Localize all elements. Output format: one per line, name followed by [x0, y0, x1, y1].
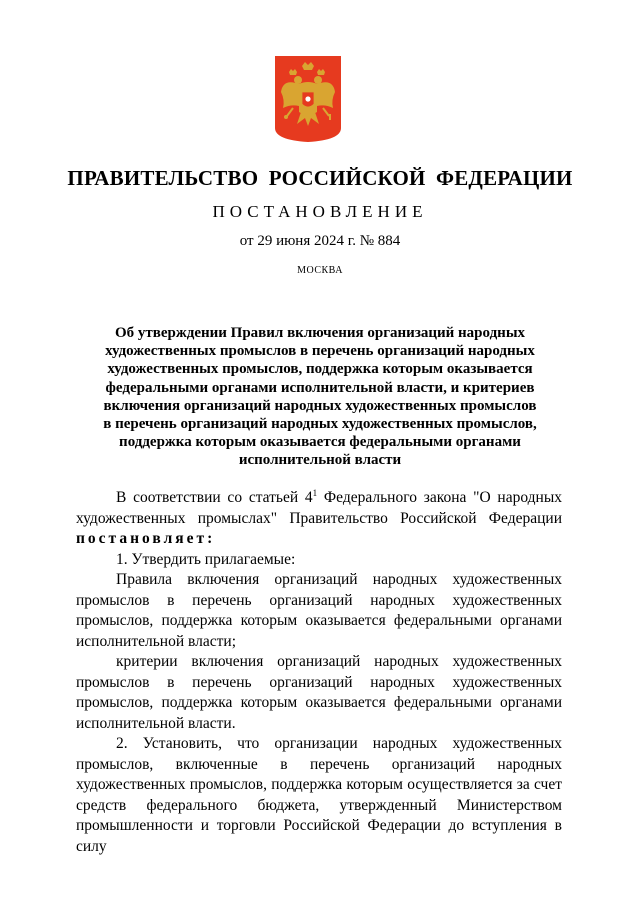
title-line: художественных промыслов, поддержка которым оказывается [107, 361, 533, 378]
title-line: художественных промыслов в перечень организаций народных [105, 343, 535, 360]
title-line: поддержка которым оказывается федеральными органами [119, 434, 521, 451]
preamble-text: В соответствии со статьей 4 [116, 489, 313, 506]
coat-of-arms-icon [275, 56, 341, 142]
document-title [90, 324, 550, 470]
title-line: исполнительной власти [238, 452, 402, 469]
title-line: в перечень организаций народных художественных промыслов, [103, 416, 537, 433]
document-body [76, 488, 562, 857]
body-paragraph: 1. Утвердить прилагаемые: [116, 550, 296, 568]
article-superscript: 1 [312, 487, 318, 498]
body-paragraph: Правила включения организаций народных художественных промыслов в перечень организаций народных художественных промыслов, поддержка которым оказывается федеральными органами исполнительной власти; [76, 571, 562, 650]
organization-name: ПРАВИТЕЛЬСТВО РОССИЙСКОЙ ФЕДЕРАЦИИ [67, 166, 573, 190]
document-type: ПОСТАНОВЛЕНИЕ [212, 202, 428, 221]
decree-keyword: постановляет: [76, 530, 216, 547]
title-line: включения организаций народных художественных промыслов [103, 397, 537, 414]
title-line: федеральными органами исполнительной власти, и критериев [105, 379, 535, 396]
body-paragraph: 2. Установить, что организации народных художественных промыслов, включенные в перечень организаций народных художественных промыслов, поддержка которым осуществляется за счет средств федерального бюджета, утвержденный Министерством промышленности и торговли Российской Федерации до вступления в силу [76, 735, 562, 855]
preamble-text-continued: Федерального закона "О народных художественных промыслах" Правительство Российской Федерации [76, 489, 562, 527]
title-line: Об утверждении Правил включения организаций народных [114, 325, 526, 341]
body-paragraph: критерии включения организаций народных художественных промыслов в перечень организаций народных художественных промыслов, поддержка которым оказывается федеральными органами исполнительной власти. [76, 653, 562, 732]
body-paragraph-preamble [76, 488, 562, 550]
document-date-number: от 29 июня 2024 г. № 884 [239, 233, 401, 249]
document-place: МОСКВА [297, 265, 343, 276]
